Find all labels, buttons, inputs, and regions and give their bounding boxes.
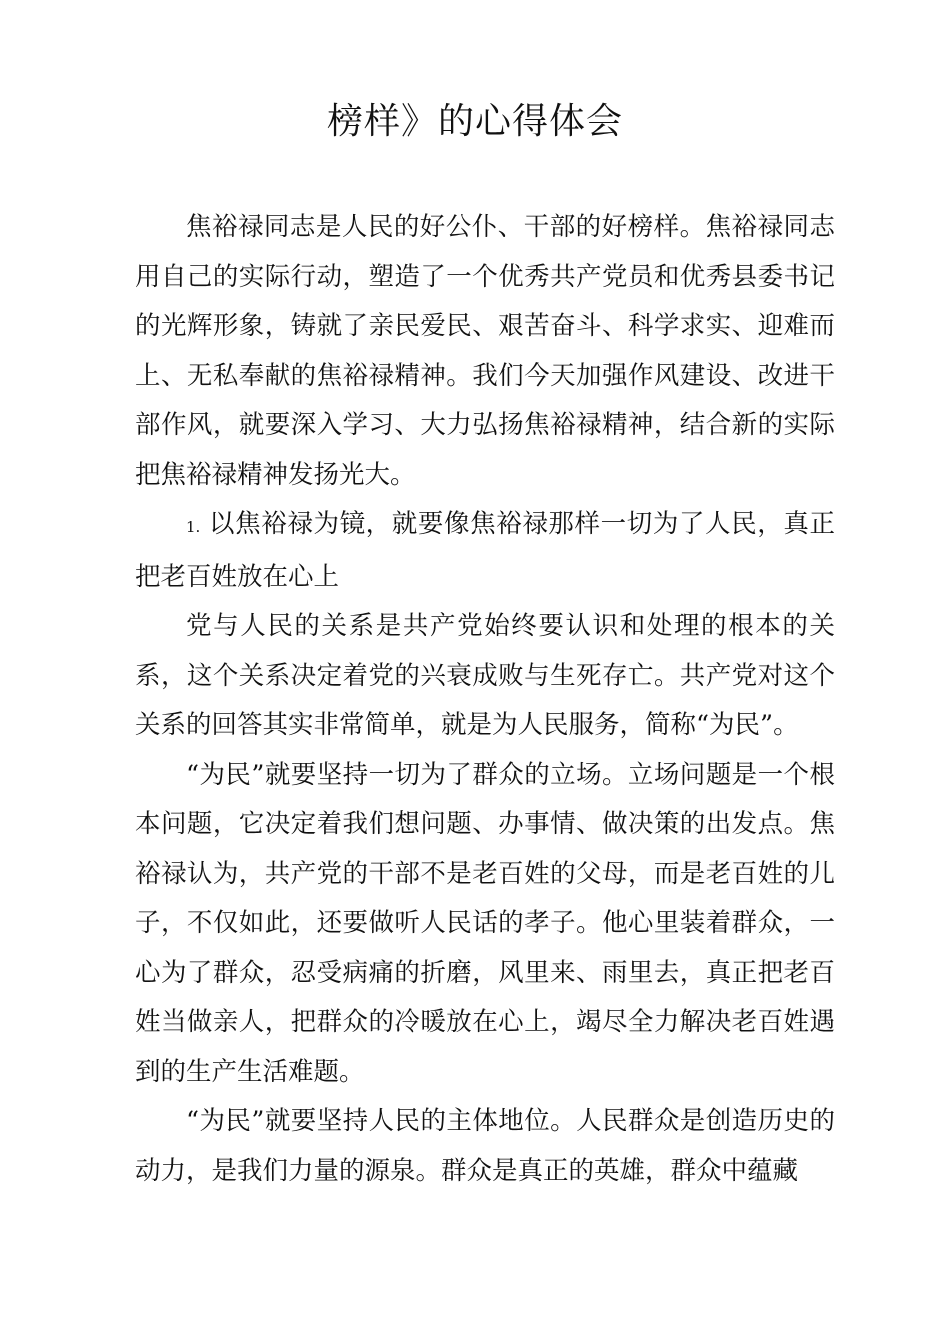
section-heading-1 — [135, 500, 835, 602]
paragraph-intro: 焦裕禄同志是人民的好公仆、干部的好榜样。焦裕禄同志用自己的实际行动，塑造了一个优秀共产党员和优秀县委书记的光辉形象，铸就了亲民爱民、艰苦奋斗、科学求实、迎难而上、无私奉献的焦裕禄精神。我们今天加强作风建设、改进干部作风，就要深入学习、大力弘扬焦裕禄精神，结合新的实际把焦裕禄精神发扬光大。 — [135, 212, 835, 490]
page-title: 榜样》的心得体会 — [326, 101, 623, 142]
paragraph-subject-status: “为民”就要坚持人民的主体地位。人民群众是创造历史的动力，是我们力量的源泉。群众是真正的英雄，群众中蕴藏 — [135, 1106, 835, 1186]
section-number: 1. — [186, 518, 201, 536]
paragraph-party-people: 党与人民的关系是共产党始终要认识和处理的根本的关系，这个关系决定着党的兴衰成败与生死存亡。共产党对这个关系的回答其实非常简单，就是为人民服务，简称“为民”。 — [135, 611, 835, 740]
section-heading-text: 以焦裕禄为镜，就要像焦裕禄那样一切为了人民，真正把老百姓放在心上 — [135, 509, 835, 592]
paragraph-stance: “为民”就要坚持一切为了群众的立场。立场问题是一个根本问题，它决定着我们想问题、办事情、做决策的出发点。焦裕禄认为，共产党的干部不是老百姓的父母，而是老百姓的儿子，不仅如此，还要做听人民话的孝子。他心里装着群众，一心为了群众，忍受病痛的折磨，风里来、雨里去，真正把老百姓当做亲人，把群众的冷暖放在心上，竭尽全力解决老百姓遇到的生产生活难题。 — [135, 759, 835, 1087]
document-body — [135, 203, 835, 1196]
